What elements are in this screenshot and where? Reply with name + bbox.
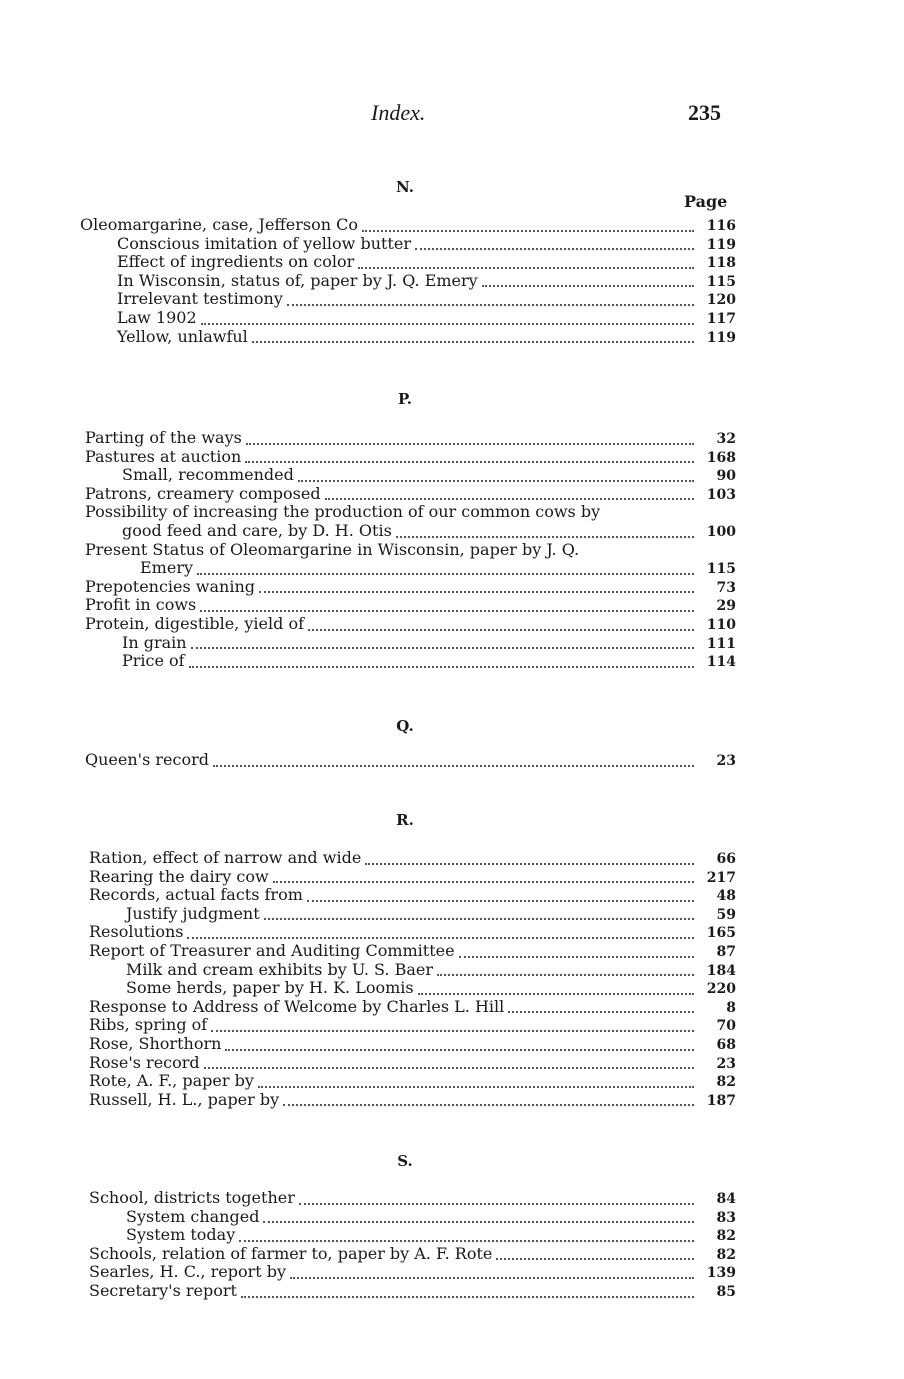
entry-page-number: 87 xyxy=(716,944,736,960)
entry-label: Protein, digestible, yield of xyxy=(85,614,304,633)
dot-leader xyxy=(258,1074,694,1088)
dot-leader xyxy=(204,1055,694,1069)
entry-page-number: 220 xyxy=(706,981,736,998)
entry-page-number: 115 xyxy=(706,561,736,578)
entry-page-number: 184 xyxy=(706,962,736,979)
entry-page-number: 59 xyxy=(716,906,736,923)
index-entry xyxy=(85,428,736,447)
dot-leader xyxy=(418,981,694,995)
index-entry xyxy=(117,289,736,308)
entry-label: In Wisconsin, status of, paper by J. Q. Emery xyxy=(117,270,478,290)
dot-leader xyxy=(201,311,694,325)
entry-label: Justify judgment xyxy=(126,903,260,923)
entry-page-number: 90 xyxy=(716,468,736,485)
dot-leader xyxy=(187,925,694,939)
entry-label: Profit in cows xyxy=(85,595,197,615)
entry-label: Possibility of increasing the production of our common cows by xyxy=(85,502,601,522)
entry-label: School, districts together xyxy=(89,1188,295,1207)
index-entry xyxy=(85,577,736,596)
dot-leader xyxy=(264,906,694,920)
dot-leader xyxy=(396,524,694,538)
index-entry xyxy=(89,885,736,904)
entry-label: Some herds, paper by H. K. Loomis xyxy=(126,978,414,998)
dot-leader xyxy=(299,1191,694,1205)
dot-leader xyxy=(496,1246,694,1260)
dot-leader xyxy=(437,962,694,976)
entry-page-number: 23 xyxy=(716,1055,736,1072)
dot-leader xyxy=(362,218,694,232)
dot-leader xyxy=(290,1265,694,1279)
entry-label: good feed and care, by D. H. Otis xyxy=(122,521,392,540)
index-entry xyxy=(89,1090,736,1109)
entry-page-number: 66 xyxy=(716,851,736,867)
section-letter: Q. xyxy=(396,717,414,735)
index-entry xyxy=(117,234,736,253)
entry-label: Effect of ingredients on color xyxy=(117,252,355,272)
entry-label: Milk and cream exhibits by U. S. Baer xyxy=(126,959,433,979)
dot-leader xyxy=(213,753,694,767)
entry-page-number: 139 xyxy=(706,1265,736,1282)
dot-leader xyxy=(358,255,694,269)
entry-page-number: 82 xyxy=(716,1074,736,1091)
dot-leader xyxy=(298,468,694,482)
running-title: Index. xyxy=(371,100,426,125)
index-entry xyxy=(89,1071,736,1090)
entry-label: Oleomargarine, case, Jefferson Co xyxy=(80,215,359,234)
index-entry xyxy=(89,1244,736,1263)
entry-label: Pastures at auction xyxy=(85,446,242,466)
entry-page-number: 117 xyxy=(706,311,736,327)
dot-leader xyxy=(482,273,694,287)
index-entry xyxy=(89,997,736,1016)
entry-page-number: 85 xyxy=(716,1284,736,1300)
entry-page-number: 32 xyxy=(716,431,736,447)
index-entry xyxy=(89,1188,736,1207)
entry-page-number: 29 xyxy=(716,598,736,615)
index-entry xyxy=(126,904,736,923)
index-entry xyxy=(126,978,736,997)
dot-leader xyxy=(415,236,694,250)
entry-page-number: 168 xyxy=(706,449,736,466)
entry-page-number: 73 xyxy=(716,579,736,596)
section-letter: P. xyxy=(397,390,413,408)
index-entry xyxy=(122,651,736,670)
entry-page-number: 165 xyxy=(706,925,736,942)
dot-leader xyxy=(259,579,694,593)
entry-page-number: 110 xyxy=(706,617,736,633)
entry-page-number: 111 xyxy=(706,635,736,652)
entry-label: Rose, Shorthorn xyxy=(89,1034,222,1053)
entry-page-number: 48 xyxy=(716,888,736,905)
entry-page-number: 120 xyxy=(706,292,736,309)
dot-leader xyxy=(583,543,694,555)
entry-label: Patrons, creamery composed xyxy=(85,483,321,503)
entry-label: Report of Treasurer and Auditing Committee xyxy=(89,941,455,960)
index-entry xyxy=(117,252,736,271)
entry-label: Resolutions xyxy=(89,922,184,942)
page-number: 235 xyxy=(688,100,721,125)
entry-label: Russell, H. L., paper by xyxy=(89,1089,280,1109)
dot-leader xyxy=(245,449,694,463)
dot-leader xyxy=(287,292,694,306)
entry-page-number: 114 xyxy=(706,654,736,671)
entry-page-number: 8 xyxy=(726,999,736,1016)
entry-label: Ration, effect of narrow and wide xyxy=(89,848,362,867)
index-entry xyxy=(85,484,736,503)
index-entry xyxy=(122,521,736,540)
dot-leader xyxy=(191,635,694,649)
entry-label: Small, recommended xyxy=(122,465,294,485)
index-entry xyxy=(85,614,736,633)
entry-page-number: 217 xyxy=(706,869,736,886)
index-entry xyxy=(122,633,736,652)
entry-page-number: 68 xyxy=(716,1037,736,1053)
entry-page-number: 23 xyxy=(716,753,736,769)
entry-label: Prepotencies waning xyxy=(85,576,256,596)
entry-label: Law 1902 xyxy=(117,308,197,327)
section-letter: R. xyxy=(396,811,414,829)
entry-label: Queen's record xyxy=(85,750,209,769)
dot-leader xyxy=(263,1209,694,1223)
index-entry xyxy=(89,941,736,960)
index-entry xyxy=(85,502,736,521)
entry-label: System changed xyxy=(126,1206,260,1226)
index-entry xyxy=(126,1207,736,1226)
dot-leader xyxy=(239,1228,694,1242)
index-entry xyxy=(89,848,736,867)
page-column-label: Page xyxy=(684,192,728,211)
index-entry xyxy=(89,1262,736,1281)
dot-leader xyxy=(252,329,694,343)
dot-leader xyxy=(508,999,694,1013)
entry-label: Present Status of Oleomargarine in Wisconsin, paper by J. Q. xyxy=(85,539,580,559)
index-entry xyxy=(89,867,736,886)
index-entry xyxy=(89,922,736,941)
entry-label: Records, actual facts from xyxy=(89,885,303,905)
index-entry xyxy=(117,308,736,327)
index-entry xyxy=(126,960,736,979)
entry-page-number: 187 xyxy=(706,1092,736,1109)
index-entry xyxy=(89,1034,736,1053)
entry-page-number: 70 xyxy=(716,1018,736,1035)
entry-label: Parting of the ways xyxy=(85,428,242,447)
dot-leader xyxy=(189,654,694,668)
index-entry xyxy=(117,271,736,290)
entry-page-number: 100 xyxy=(706,524,736,540)
dot-leader xyxy=(225,1037,694,1051)
entry-label: Emery xyxy=(140,558,194,578)
dot-leader xyxy=(365,851,694,865)
dot-leader xyxy=(273,869,694,883)
index-entry xyxy=(89,1015,736,1034)
index-entry xyxy=(89,1053,736,1072)
entry-page-number: 82 xyxy=(716,1228,736,1245)
dot-leader xyxy=(283,1092,694,1106)
entry-label: Schools, relation of farmer to, paper by A. F. Rote xyxy=(89,1243,493,1263)
entry-label: Yellow, unlawful xyxy=(117,326,248,346)
entry-label: Price of xyxy=(122,651,185,671)
entry-page-number: 115 xyxy=(706,273,736,290)
entry-page-number: 119 xyxy=(706,329,736,346)
entry-label: In grain xyxy=(122,632,187,652)
dot-leader xyxy=(604,506,694,518)
entry-page-number: 119 xyxy=(706,236,736,253)
dot-leader xyxy=(246,431,694,445)
entry-label: Secretary's report xyxy=(89,1281,237,1300)
index-entry xyxy=(140,558,736,577)
section-letter: N. xyxy=(396,178,414,196)
running-head xyxy=(0,100,904,130)
dot-leader xyxy=(325,486,694,500)
dot-leader xyxy=(307,888,694,902)
index-entry xyxy=(85,447,736,466)
entry-page-number: 118 xyxy=(706,255,736,272)
entry-label: Ribs, spring of xyxy=(89,1015,208,1035)
dot-leader xyxy=(200,598,694,612)
index-entry xyxy=(126,1225,736,1244)
entry-page-number: 83 xyxy=(716,1209,736,1226)
entry-label: Rose's record xyxy=(89,1052,200,1072)
index-entry xyxy=(85,540,736,559)
index-entry xyxy=(89,1281,736,1300)
entry-page-number: 82 xyxy=(716,1246,736,1263)
index-entry xyxy=(122,465,736,484)
entry-label: Searles, H. C., report by xyxy=(89,1262,287,1282)
dot-leader xyxy=(197,561,694,575)
entry-label: Rearing the dairy cow xyxy=(89,866,269,886)
entry-label: System today xyxy=(126,1225,236,1245)
dot-leader xyxy=(459,944,694,958)
dot-leader xyxy=(308,617,694,631)
section-letter: S. xyxy=(397,1152,413,1170)
entry-page-number: 103 xyxy=(706,486,736,503)
entry-label: Irrelevant testimony xyxy=(117,289,283,309)
dot-leader xyxy=(211,1018,694,1032)
entry-page-number: 116 xyxy=(706,218,736,234)
entry-label: Conscious imitation of yellow butter xyxy=(117,233,411,253)
index-entry xyxy=(85,595,736,614)
index-entry xyxy=(117,327,736,346)
entry-label: Rote, A. F., paper by xyxy=(89,1071,254,1091)
entry-page-number: 84 xyxy=(716,1191,736,1207)
entry-label: Response to Address of Welcome by Charles L. Hill xyxy=(89,996,505,1016)
dot-leader xyxy=(241,1284,694,1298)
index-entry xyxy=(85,750,736,769)
index-entry xyxy=(80,215,736,234)
